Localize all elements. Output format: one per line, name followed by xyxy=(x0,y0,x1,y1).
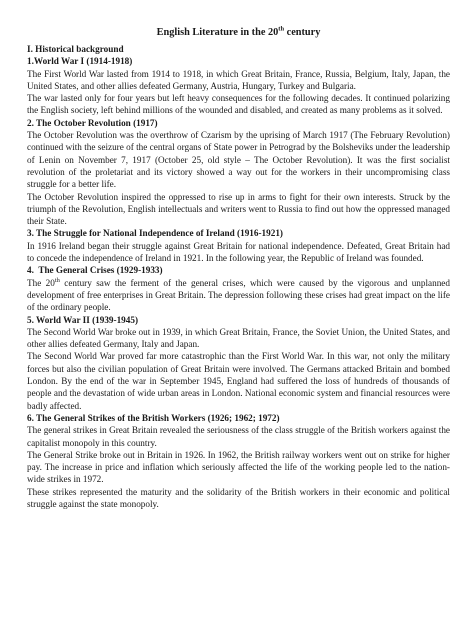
heading-world-war-two: 5. World War II (1939-1945) xyxy=(27,314,139,325)
paragraph-superscript: th xyxy=(54,276,60,284)
document-title xyxy=(27,26,450,39)
paragraph-text-end: century saw the ferment of the general crises, which were caused by the vigorous and unplanned development of free enterprises in Great Britain. The depression following these crises had great impact on the life of the ordinary people. xyxy=(27,277,450,313)
paragraph: The First World War lasted from 1914 to 1918, in which Great Britain, France, Russia, Belgium, Italy, Japan, the United States, and other allies defeated Germany, Austria, Hungary, Turkey and Bulgaria. xyxy=(27,68,450,91)
paragraph: The general strikes in Great Britain revealed the seriousness of the class struggle of the British workers against the capitalist monopoly in this country. xyxy=(27,425,450,448)
paragraph: These strikes represented the maturity and the solidarity of the British workers in their economic and political struggle against the state monopoly. xyxy=(27,486,450,509)
heading-general-crises: 4. The General Crises (1929-1933) xyxy=(27,265,163,276)
heading-world-war-one: 1.World War I (1914-1918) xyxy=(27,56,133,67)
heading-october-revolution: 2. The October Revolution (1917) xyxy=(27,117,158,128)
paragraph-text: The 20 xyxy=(27,277,55,288)
paragraph: The Second World War broke out in 1939, in which Great Britain, France, the Soviet Union, the United States, and other allies defeated Germany, Italy and Japan. xyxy=(27,326,450,350)
paragraph: In 1916 Ireland began their struggle against Great Britain for national independence. Defeated, Great Britain had to concede the independence of Ireland in 1921. In the following year, the Republic of Ireland was founded. xyxy=(27,240,450,264)
paragraph: The war lasted only for four years but left heavy consequences for the following decades. It continued polarizing the English society, left behind millions of the wounded and disabled, and created as many problems as it solved. xyxy=(27,93,450,116)
paragraph: The Second World War proved far more catastrophic than the First World War. In this war, not only the military forces but also the civilian population of Great Britain were involved. The Germans attacked Britain and bombed London. By the end of the war in September 1945, England had suffered the loss of hundreds of thousands of people and the devastation of wide urban areas in London. National economic system and financial resources were badly affected. xyxy=(27,351,450,411)
title-text-end: century xyxy=(284,27,321,38)
title-text: English Literature in the 20 xyxy=(156,27,279,38)
heading-irish-independence: 3. The Struggle for National Independence of Ireland (1916-1921) xyxy=(27,228,283,239)
paragraph: The October Revolution was the overthrow of Czarism by the uprising of March 1917 (The February Revolution) continued with the seizure of the central organs of State power in Petrograd by the Bolsheviks under the leadership of Lenin on November 7, 1917 (October 25, old style – The October Revolution). It was the first socialist revolution of the proletariat and its victory showed a way out for the workers in their uncompromising class struggle for a better life. xyxy=(27,130,450,190)
paragraph xyxy=(27,277,450,314)
paragraph: The General Strike broke out in Britain in 1926. In 1962, the British railway workers went out on strike for higher pay. The increase in price and inflation which seriously affected the life of the working people led to the nation-wide strikes in 1972. xyxy=(27,449,450,485)
paragraph: The October Revolution inspired the oppressed to rise up in arms to fight for their own interests. Struck by the triumph of the Revolution, English intellectuals and writers went to Russia to find out how the oppressed managed their State. xyxy=(27,191,450,227)
heading-general-strikes: 6. The General Strikes of the British Workers (1926; 1962; 1972) xyxy=(27,412,280,423)
title-superscript: th xyxy=(278,25,285,33)
section-heading-historical-background: I. Historical background xyxy=(27,44,124,54)
